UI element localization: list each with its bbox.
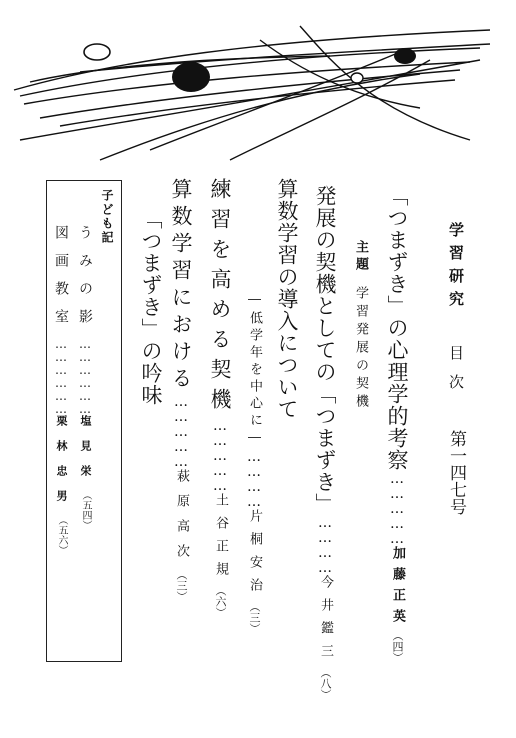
- article-3: [276, 178, 297, 420]
- article-author: 片桐安治: [247, 509, 262, 601]
- page-number: （八）: [319, 667, 332, 700]
- article-author: 萩原高次: [174, 469, 189, 569]
- article-4: [209, 178, 230, 618]
- article-author: 加藤正英: [390, 546, 405, 630]
- page-number: （四）: [391, 630, 404, 663]
- leader-dots: …………: [317, 515, 333, 575]
- article-title: 練習を高める契機: [208, 178, 232, 418]
- leader-dots: ……………: [212, 418, 228, 493]
- page-number: （五六）: [56, 515, 67, 555]
- hollow-circle-icon: [84, 44, 110, 60]
- kodomo-section: [46, 180, 122, 662]
- article-title: 「つまずき」の心理学的考察: [385, 185, 409, 471]
- issue-number: 第一四七号: [446, 430, 466, 515]
- kodomo-header: [99, 189, 115, 245]
- kodomo-title: 子ども記: [100, 189, 114, 245]
- item-title: うみの影: [77, 225, 93, 337]
- article-title-continued: 「つまずき」の吟味: [139, 208, 163, 406]
- magazine-label: 学習研究: [447, 222, 465, 314]
- article-1: [386, 185, 407, 663]
- black-dot-icon: [394, 48, 416, 64]
- article-author: 土谷正規: [213, 493, 228, 585]
- leader-dots: …………: [246, 449, 262, 509]
- leader-dots: ………………: [54, 337, 68, 415]
- article-3-subtitle-line: [246, 292, 262, 634]
- article-5: [170, 178, 191, 602]
- article-5-title-line2: [140, 208, 161, 406]
- page-number: （三）: [175, 569, 188, 602]
- leader-dots: ……………: [173, 394, 189, 469]
- page-number: （五四）: [80, 490, 91, 530]
- toc-header: [447, 222, 464, 515]
- item-author: 塩見栄: [79, 415, 92, 490]
- page-number: （三）: [248, 601, 261, 634]
- article-author: 今井鑑三: [318, 575, 333, 667]
- article-subtitle: ―低学年を中心に―: [247, 292, 262, 449]
- article-title: 算数学習における: [169, 178, 193, 394]
- article-title: 発展の契機としての「つまずき」: [313, 185, 337, 515]
- black-blob-icon: [172, 62, 210, 92]
- theme-label: 主題: [353, 240, 368, 274]
- leader-dots: ……………: [389, 471, 405, 546]
- contents-label: 目次: [447, 345, 465, 403]
- theme-line: [352, 240, 368, 412]
- kodomo-item-2: [53, 225, 69, 555]
- kodomo-item-1: [77, 225, 93, 530]
- article-2: [314, 185, 335, 700]
- leader-dots: ………………: [78, 337, 92, 415]
- theme-text: 学習発展の契機: [353, 286, 368, 412]
- item-title: 図画教室: [53, 225, 69, 337]
- item-author: 栗林忠男: [55, 415, 68, 515]
- decorative-line-art: [0, 0, 516, 170]
- page-number: （六）: [214, 585, 227, 618]
- article-title: 算数学習の導入について: [275, 178, 299, 420]
- small-circle-icon: [351, 73, 363, 83]
